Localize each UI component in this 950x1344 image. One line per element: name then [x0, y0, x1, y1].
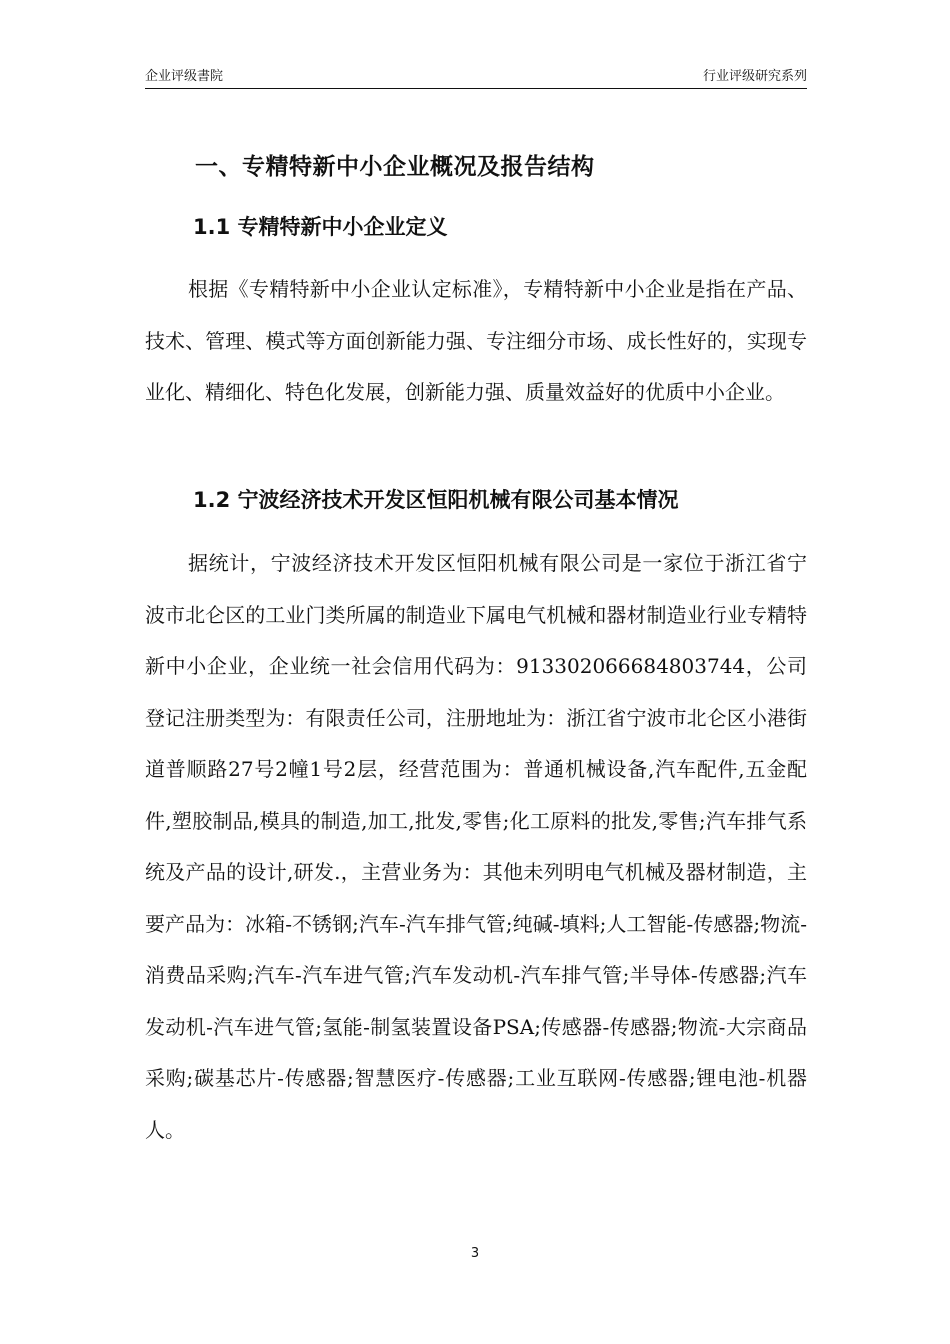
header-left-text: 企业评级書院: [145, 69, 224, 84]
subsection-title-company-info: 1.2 宁波经济技术开发区恒阳机械有限公司基本情况: [193, 488, 679, 512]
page-number: 3: [470, 1246, 480, 1261]
header-right-text: 行业评级研究系列: [702, 69, 807, 84]
subsection-title-definition: 1.1 专精特新中小企业定义: [193, 215, 448, 239]
company-info-paragraph: 据统计，宁波经济技术开发区恒阳机械有限公司是一家位于浙江省宁波市北仑区的工业门类所属的制造业下属电气机械和器材制造业行业专精特新中小企业，企业统一社会信用代码为：913302066684803744，公司登记注册类型为：有限责任公司，注册地址为：浙江省宁波市北仑区小港街道普顺路27号2幢1号2层，经营范围为：普通机械设备,汽车配件,五金配件,塑胶制品,模具的制造,加工,批发,零售;化工原料的批发,零售;汽车排气系统及产品的设计,研发.，主营业务为：其他未列明电气机械及器材制造，主要产品为：冰箱-不锈钢;汽车-汽车排气管;纯碱-填料;人工智能-传感器;物流-消费品采购;汽车-汽车进气管;汽车发动机-汽车排气管;半导体-传感器;汽车发动机-汽车进气管;氢能-制氢装置设备PSA;传感器-传感器;物流-大宗商品采购;碳基芯片-传感器;智慧医疗-传感器;工业互联网-传感器;锂电池-机器人。: [145, 551, 807, 1142]
section-title: 一、专精特新中小企业概况及报告结构: [195, 154, 595, 180]
definition-paragraph: 根据《专精特新中小企业认定标准》，专精特新中小企业是指在产品、技术、管理、模式等方面创新能力强、专注细分市场、成长性好的，实现专业化、精细化、特色化发展，创新能力强、质量效益好的优质中小企业。: [145, 277, 807, 404]
page-header: [145, 66, 807, 89]
